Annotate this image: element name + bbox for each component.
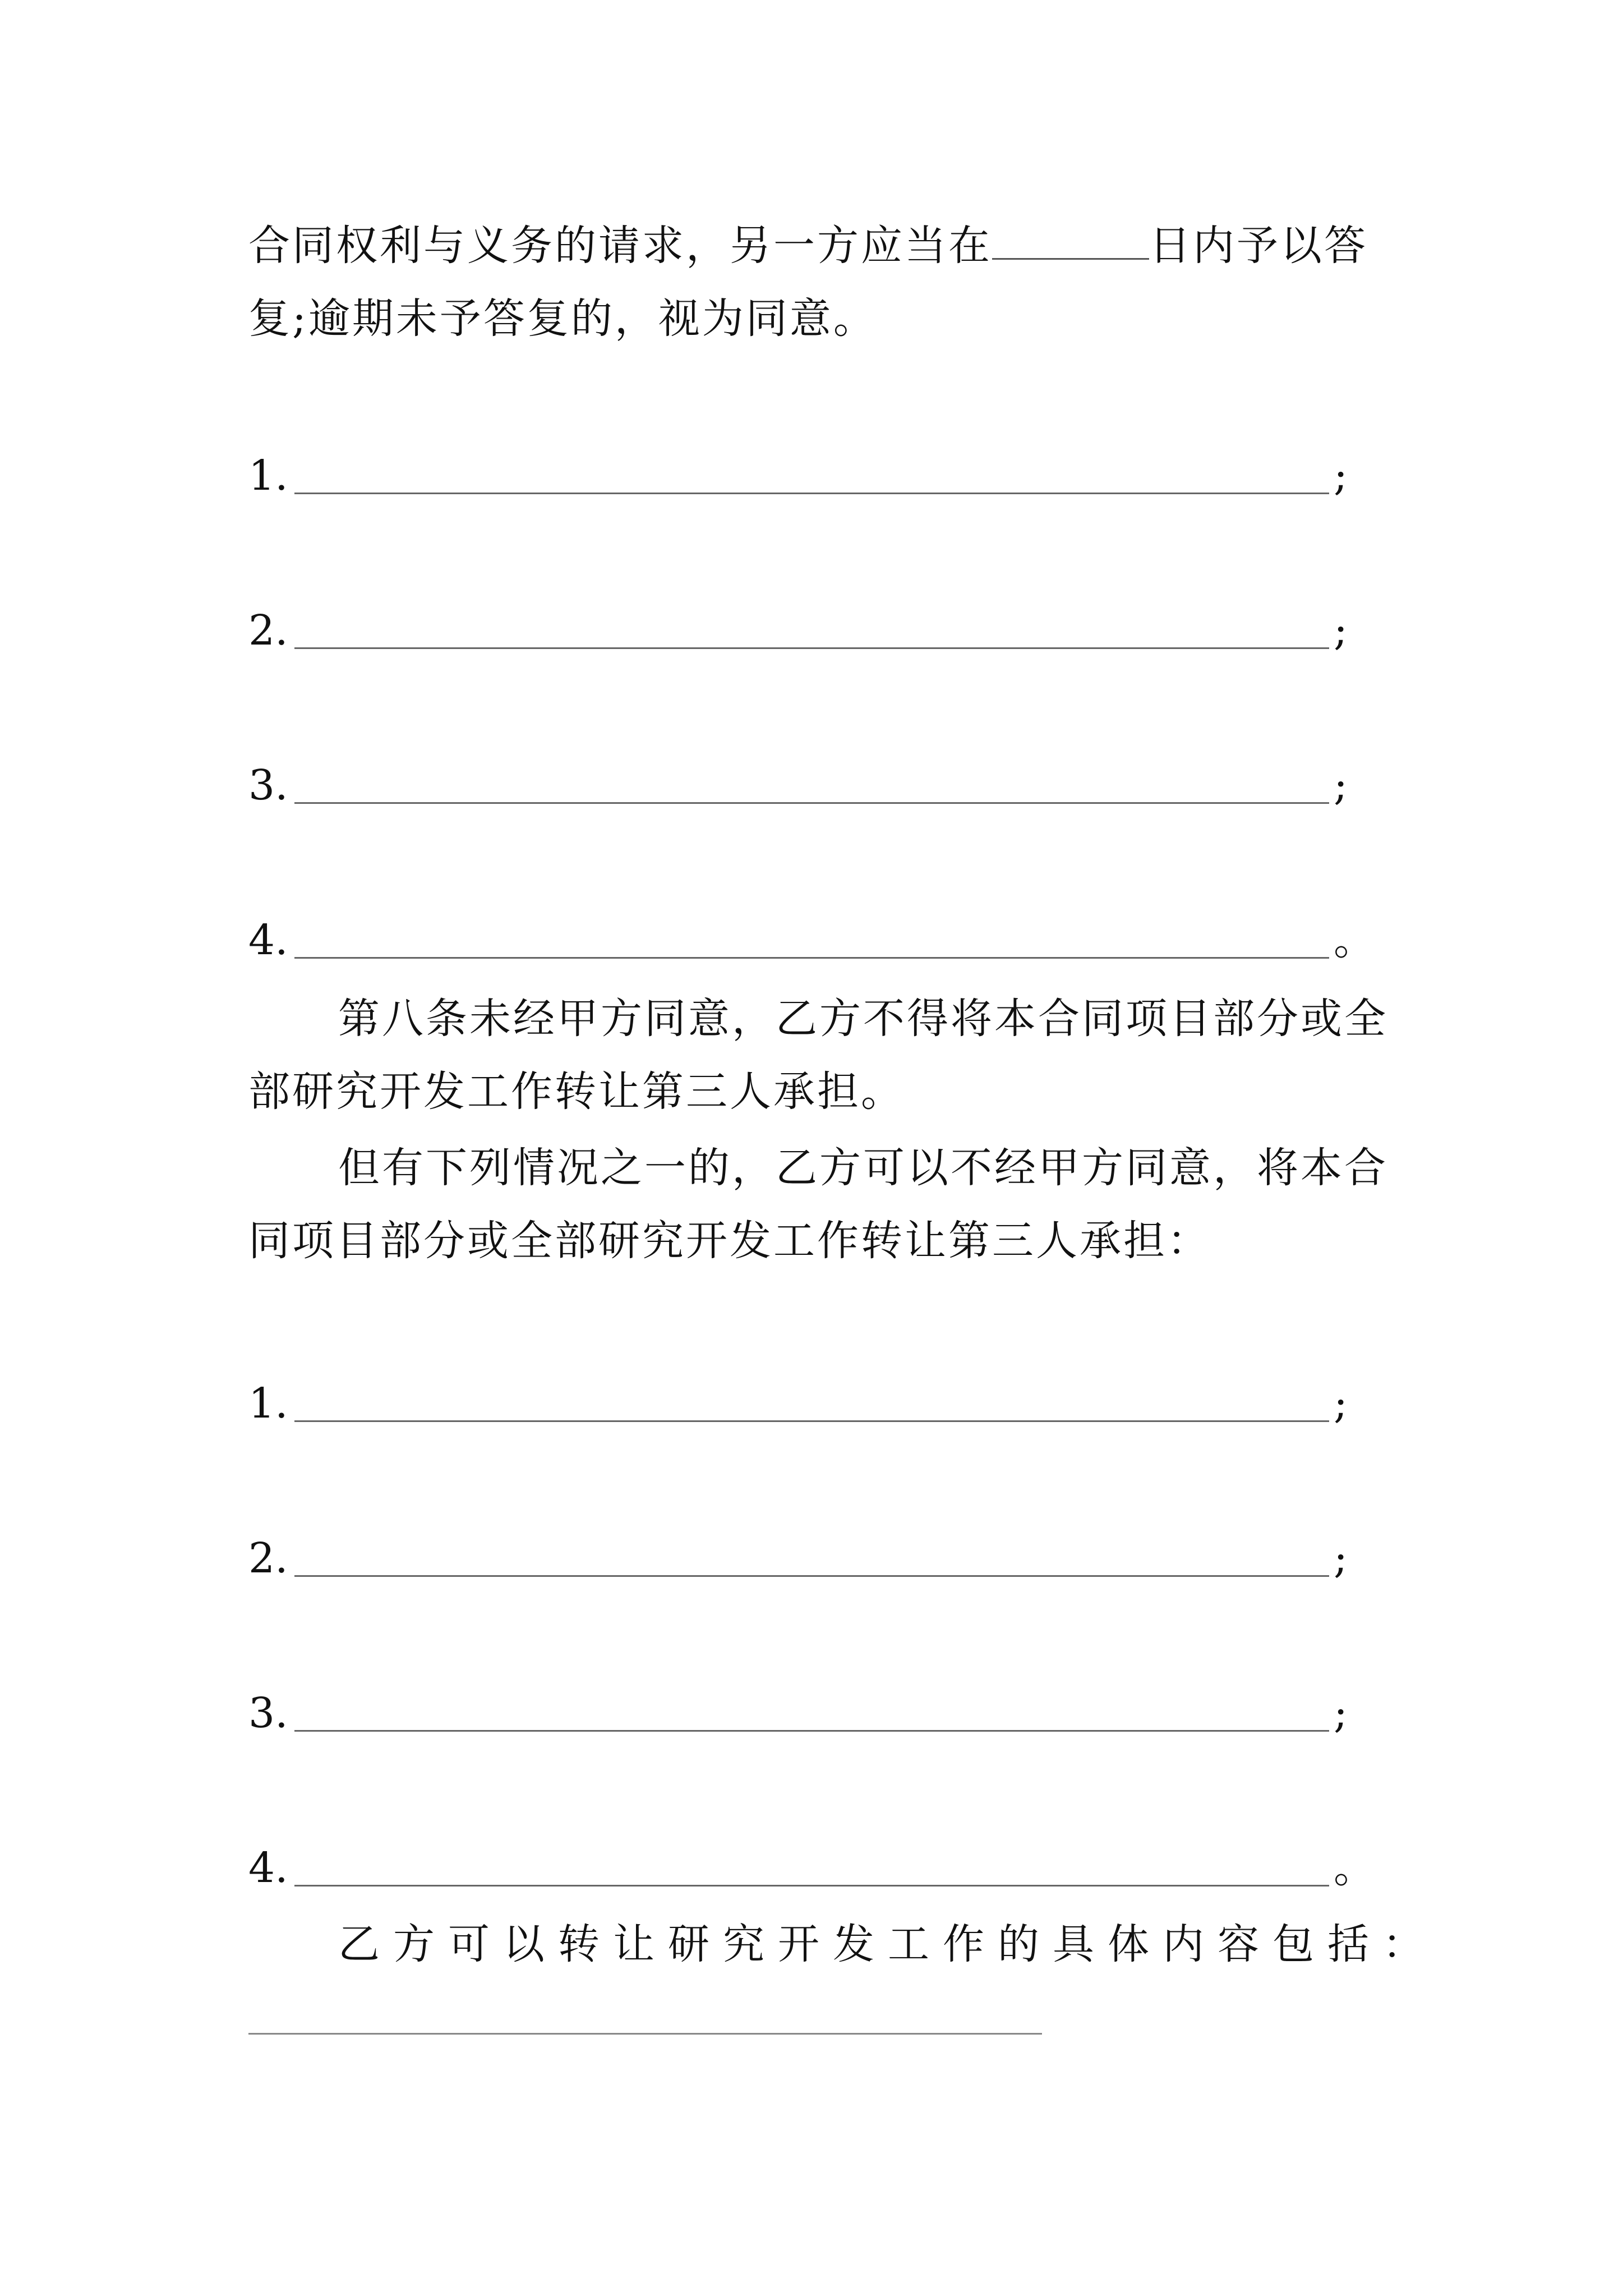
list-punctuation: ; — [1334, 1534, 1348, 1582]
fill-in-line[interactable] — [294, 493, 1329, 494]
paragraph-text: 部研究开发工作转让第三人承担。 — [248, 1068, 905, 1116]
list-number: 1. — [248, 1379, 288, 1428]
paragraph-text: 合同权利与义务的请求，另一方应当在 — [248, 222, 992, 270]
exception-line — [338, 1141, 1388, 1195]
list-number: 3. — [248, 1689, 288, 1737]
paragraph-text: 但有下列情况之一的，乙方可以不经甲方同意，将本合 — [338, 1144, 1388, 1192]
list-item — [248, 913, 1375, 967]
fill-in-line[interactable] — [294, 1420, 1329, 1422]
list-punctuation: ; — [1334, 1689, 1348, 1737]
list-item — [248, 449, 1370, 503]
paragraph-text: 复;逾期未予答复的，视为同意。 — [248, 295, 877, 343]
fill-in-blank-days[interactable] — [992, 224, 1149, 260]
list-item — [248, 758, 1370, 812]
paragraph-text: 第八条未经甲方同意，乙方不得将本合同项目部分或全 — [338, 995, 1388, 1043]
paragraph-text: 日内予以答 — [1149, 222, 1368, 270]
list-item — [248, 1686, 1370, 1740]
fill-in-line[interactable] — [248, 2033, 1042, 2035]
fill-in-line[interactable] — [294, 1730, 1329, 1732]
list-number: 4. — [248, 1844, 288, 1892]
article-8-line — [338, 992, 1388, 1046]
list-punctuation: ; — [1334, 1379, 1348, 1428]
list-number: 3. — [248, 761, 288, 809]
paragraph-text: 乙方可以转让研究开发工作的具体内容包括： — [338, 1920, 1437, 1968]
fill-in-line[interactable] — [294, 647, 1329, 649]
list-punctuation: ; — [1334, 452, 1348, 500]
exception-line — [248, 1214, 1211, 1268]
list-number: 1. — [248, 452, 288, 500]
list-item — [248, 1841, 1375, 1895]
transfer-content-line — [338, 1917, 1437, 1971]
list-punctuation: ; — [1334, 606, 1348, 655]
article-8-line — [248, 1065, 905, 1119]
list-punctuation: ; — [1334, 761, 1348, 809]
list-number: 4. — [248, 916, 288, 964]
list-item — [248, 604, 1370, 657]
paragraph-line — [248, 292, 877, 346]
fill-in-line[interactable] — [294, 1575, 1329, 1577]
paragraph-line — [248, 219, 1368, 273]
list-number: 2. — [248, 606, 288, 655]
list-punctuation: 。 — [1334, 1844, 1375, 1892]
fill-in-line[interactable] — [294, 802, 1329, 804]
fill-in-line[interactable] — [294, 1885, 1329, 1887]
list-number: 2. — [248, 1534, 288, 1582]
list-punctuation: 。 — [1334, 916, 1375, 964]
paragraph-text: 同项目部分或全部研究开发工作转让第三人承担： — [248, 1217, 1211, 1265]
fill-in-line[interactable] — [294, 957, 1329, 959]
list-item — [248, 1377, 1370, 1430]
list-item — [248, 1531, 1370, 1585]
